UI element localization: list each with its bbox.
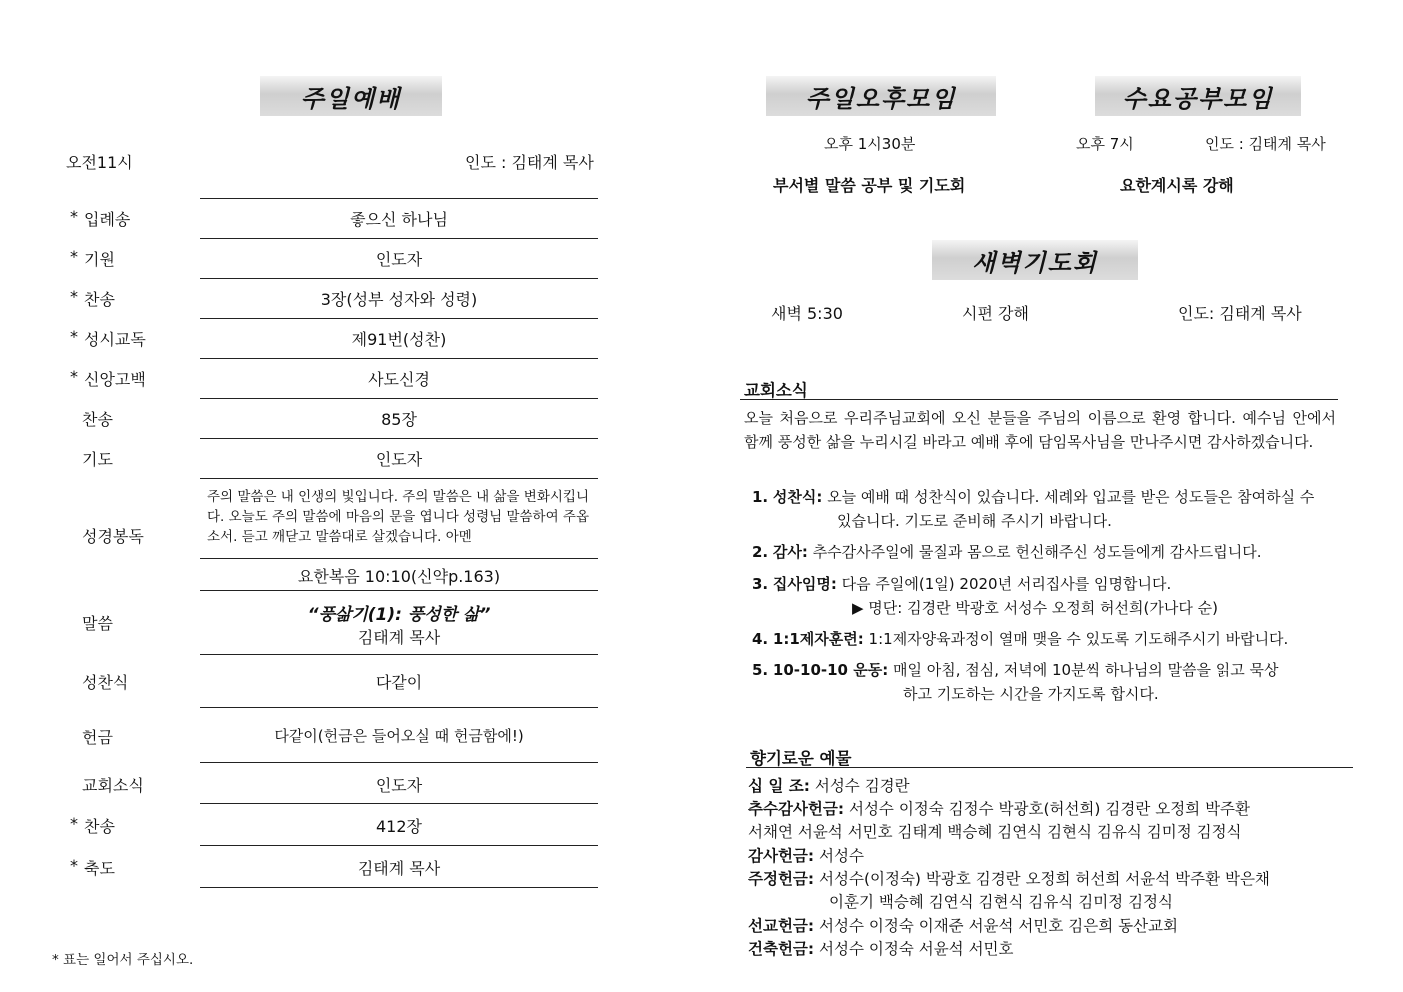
order-item-value: 인도자 bbox=[375, 450, 423, 469]
order-item-name: 입례송 bbox=[84, 210, 131, 229]
dawn-title: 새벽기도회 bbox=[932, 240, 1138, 280]
order-item-name: 기도 bbox=[82, 450, 113, 469]
order-item-value: 김태계 목사 bbox=[357, 859, 441, 878]
worship-leader: 인도 : 김태계 목사 bbox=[465, 153, 594, 172]
divider bbox=[200, 845, 598, 846]
order-item-value: 다같이 bbox=[375, 673, 423, 692]
order-item-value: 85장 bbox=[381, 410, 417, 429]
order-item-name: 헌금 bbox=[82, 728, 113, 747]
item-text: 매일 아침, 점심, 저녁에 10분씩 하나님의 말씀을 읽고 묵상 bbox=[892, 661, 1279, 679]
item-number: 1. bbox=[752, 488, 769, 506]
stand-mark: * bbox=[70, 814, 78, 833]
order-item-name: 성시교독 bbox=[84, 330, 146, 349]
offering-names: 서성수 이정숙 이재준 서윤석 서민호 김은희 동산교회 bbox=[819, 917, 1179, 935]
stand-mark: * bbox=[70, 367, 78, 386]
offering-names-cont: 서채연 서윤석 서민호 김태계 백승혜 김연식 김현식 김유식 김미정 김정식 bbox=[748, 823, 1242, 841]
divider bbox=[200, 398, 598, 399]
divider bbox=[740, 399, 1338, 400]
divider bbox=[200, 318, 598, 319]
offering-row bbox=[748, 868, 1354, 892]
news-item bbox=[752, 572, 1340, 596]
offering-type: 건축헌금: bbox=[748, 940, 815, 958]
stand-mark: * bbox=[70, 207, 78, 226]
offering-type: 십 일 조: bbox=[748, 777, 810, 795]
order-item-value: 제91번(성찬) bbox=[351, 330, 447, 349]
offerings-title: 향기로운 예물 bbox=[750, 749, 852, 768]
order-item-label bbox=[82, 611, 154, 634]
divider bbox=[200, 278, 598, 279]
item-text: 오늘 예배 때 성찬식이 있습니다. 세례와 입교를 받은 성도들은 참여하실 수 bbox=[827, 488, 1315, 506]
order-item-label bbox=[82, 725, 154, 748]
order-item-name: 찬송 bbox=[84, 817, 115, 836]
news-item bbox=[752, 658, 1340, 682]
divider bbox=[200, 762, 598, 763]
order-item-value: 사도신경 bbox=[368, 370, 430, 389]
item-text: 다음 주일에(1일) 2020년 서리집사를 임명합니다. bbox=[841, 575, 1172, 593]
offering-type: 선교헌금: bbox=[748, 917, 815, 935]
order-item-name: 찬송 bbox=[84, 290, 115, 309]
offering-names: 서성수 이정숙 서윤석 서민호 bbox=[819, 940, 1014, 958]
item-text: 1:1제자양육과정이 열매 맺을 수 있도록 기도해주시기 바랍니다. bbox=[868, 630, 1289, 648]
order-item-name: 축도 bbox=[84, 859, 115, 878]
dawn-leader: 인도: 김태계 목사 bbox=[1178, 304, 1302, 323]
order-item-name: 찬송 bbox=[82, 410, 113, 429]
divider bbox=[200, 654, 598, 655]
afternoon-time: 오후 1시30분 bbox=[824, 135, 916, 153]
order-item-value: 인도자 bbox=[375, 776, 423, 795]
wednesday-time: 오후 7시 bbox=[1076, 135, 1134, 153]
divider bbox=[200, 478, 598, 479]
stand-mark: * bbox=[70, 327, 78, 346]
order-item-name: 교회소식 bbox=[82, 776, 144, 795]
item-key: 10-10-10 운동: bbox=[772, 661, 889, 679]
item-number: 4. bbox=[752, 630, 769, 648]
order-item-label bbox=[70, 287, 160, 310]
divider bbox=[200, 887, 598, 888]
wednesday-title: 수요공부모임 bbox=[1095, 76, 1301, 116]
wednesday-desc: 요한계시록 강해 bbox=[1120, 176, 1234, 195]
item-key: 1:1제자훈련: bbox=[772, 630, 864, 648]
offering-row bbox=[748, 775, 1354, 799]
divider bbox=[200, 198, 598, 199]
offering-names: 서성수 이정숙 김정수 박광호(허선희) 김경란 오정희 박주환 bbox=[848, 800, 1250, 818]
dawn-time: 새벽 5:30 bbox=[771, 304, 843, 323]
stand-mark: * bbox=[70, 287, 78, 306]
order-item-label bbox=[82, 407, 154, 430]
item-text: 추수감사주일에 물질과 몸으로 헌신해주신 성도들에게 감사드립니다. bbox=[812, 543, 1262, 561]
order-item-label bbox=[70, 247, 160, 270]
divider bbox=[200, 707, 598, 708]
divider bbox=[746, 767, 1353, 768]
divider bbox=[200, 238, 598, 239]
sermon-title: “풍삶기(1): 풍성한 삶” bbox=[307, 605, 491, 625]
divider bbox=[200, 438, 598, 439]
order-item-name: 성경봉독 bbox=[82, 527, 144, 546]
order-item-name: 말씀 bbox=[82, 614, 113, 633]
wednesday-leader: 인도 : 김태계 목사 bbox=[1205, 135, 1326, 153]
offering-row bbox=[748, 938, 1354, 962]
order-item-label bbox=[82, 447, 154, 470]
news-item bbox=[752, 540, 1340, 564]
order-item-label bbox=[70, 207, 160, 230]
item-text-cont: ▶ 명단: 김경란 박광호 서성수 오정희 허선희(가나다 순) bbox=[852, 599, 1218, 617]
order-item-label bbox=[70, 367, 160, 390]
stand-mark: * bbox=[70, 247, 78, 266]
item-key: 집사임명: bbox=[772, 575, 837, 593]
offering-names: 서성수 bbox=[819, 847, 864, 865]
order-item-label bbox=[82, 524, 162, 547]
news-intro: 오늘 처음으로 우리주님교회에 오신 분들을 주님의 이름으로 환영 합니다. 예수님 안에서 함께 풍성한 삶을 누리시길 바라고 예배 후에 담임목사님을 만나주시면 감사하겠습니다. bbox=[744, 409, 1336, 451]
offering-names: 서성수 김경란 bbox=[814, 777, 910, 795]
order-item-value: 인도자 bbox=[375, 250, 423, 269]
divider bbox=[200, 358, 598, 359]
order-item-value: 좋으신 하나님 bbox=[350, 210, 448, 229]
worship-title: 주일예배 bbox=[260, 76, 442, 116]
news-title: 교회소식 bbox=[744, 381, 808, 400]
divider bbox=[200, 558, 598, 559]
order-item-label bbox=[82, 670, 154, 693]
scripture-prayer: 주의 말씀은 내 인생의 빛입니다. 주의 말씀은 내 삶을 변화시킵니다. 오늘도 주의 말씀에 마음의 문을 엽니다 성령님 말씀하여 주옵소서. 듣고 깨닫고 말씀대로 살겠습니다. 아멘 bbox=[207, 489, 589, 545]
dawn-desc: 시편 강해 bbox=[962, 304, 1029, 323]
afternoon-title: 주일오후모임 bbox=[766, 76, 996, 116]
item-key: 성찬식: bbox=[772, 488, 823, 506]
order-item-name: 성찬식 bbox=[82, 673, 129, 692]
offering-row bbox=[748, 798, 1354, 822]
order-item-name: 신앙고백 bbox=[84, 370, 146, 389]
offering-type: 주정헌금: bbox=[748, 870, 815, 888]
order-item-name: 기원 bbox=[84, 250, 115, 269]
item-number: 3. bbox=[752, 575, 769, 593]
sermon-preacher: 김태계 목사 bbox=[357, 628, 441, 647]
item-key: 감사: bbox=[772, 543, 808, 561]
offering-type: 감사헌금: bbox=[748, 847, 815, 865]
item-number: 2. bbox=[752, 543, 769, 561]
offering-names-cont: 이훈기 백승혜 김연식 김현식 김유식 김미정 김정식 bbox=[829, 893, 1173, 911]
standing-footnote: * 표는 일어서 주십시오. bbox=[52, 952, 194, 968]
news-item bbox=[752, 485, 1340, 509]
divider bbox=[200, 803, 598, 804]
item-text-cont: 있습니다. 기도로 준비해 주시기 바랍니다. bbox=[837, 512, 1112, 530]
scripture-reference: 요한복음 10:10(신약p.163) bbox=[297, 567, 501, 586]
order-item-label bbox=[70, 327, 160, 350]
item-text-cont: 하고 기도하는 시간을 가지도록 합시다. bbox=[903, 685, 1159, 703]
offering-names: 서성수(이정숙) 박광호 김경란 오정희 허선희 서윤석 박주환 박은채 bbox=[819, 870, 1270, 888]
worship-time: 오전11시 bbox=[66, 153, 133, 172]
order-item-label bbox=[70, 856, 160, 879]
item-number: 5. bbox=[752, 661, 769, 679]
order-item-label bbox=[70, 814, 160, 837]
order-item-value: 412장 bbox=[376, 817, 422, 836]
offering-row bbox=[748, 915, 1354, 939]
afternoon-desc: 부서별 말씀 공부 및 기도회 bbox=[773, 176, 966, 195]
offering-row bbox=[748, 845, 1354, 869]
order-item-value: 3장(성부 성자와 성령) bbox=[320, 290, 478, 309]
divider bbox=[200, 590, 598, 591]
stand-mark: * bbox=[70, 856, 78, 875]
order-item-value: 다같이(헌금은 들어오실 때 헌금함에!) bbox=[274, 727, 524, 745]
order-item-label bbox=[82, 773, 162, 796]
offering-type: 추수감사헌금: bbox=[748, 800, 845, 818]
news-item bbox=[752, 627, 1340, 651]
